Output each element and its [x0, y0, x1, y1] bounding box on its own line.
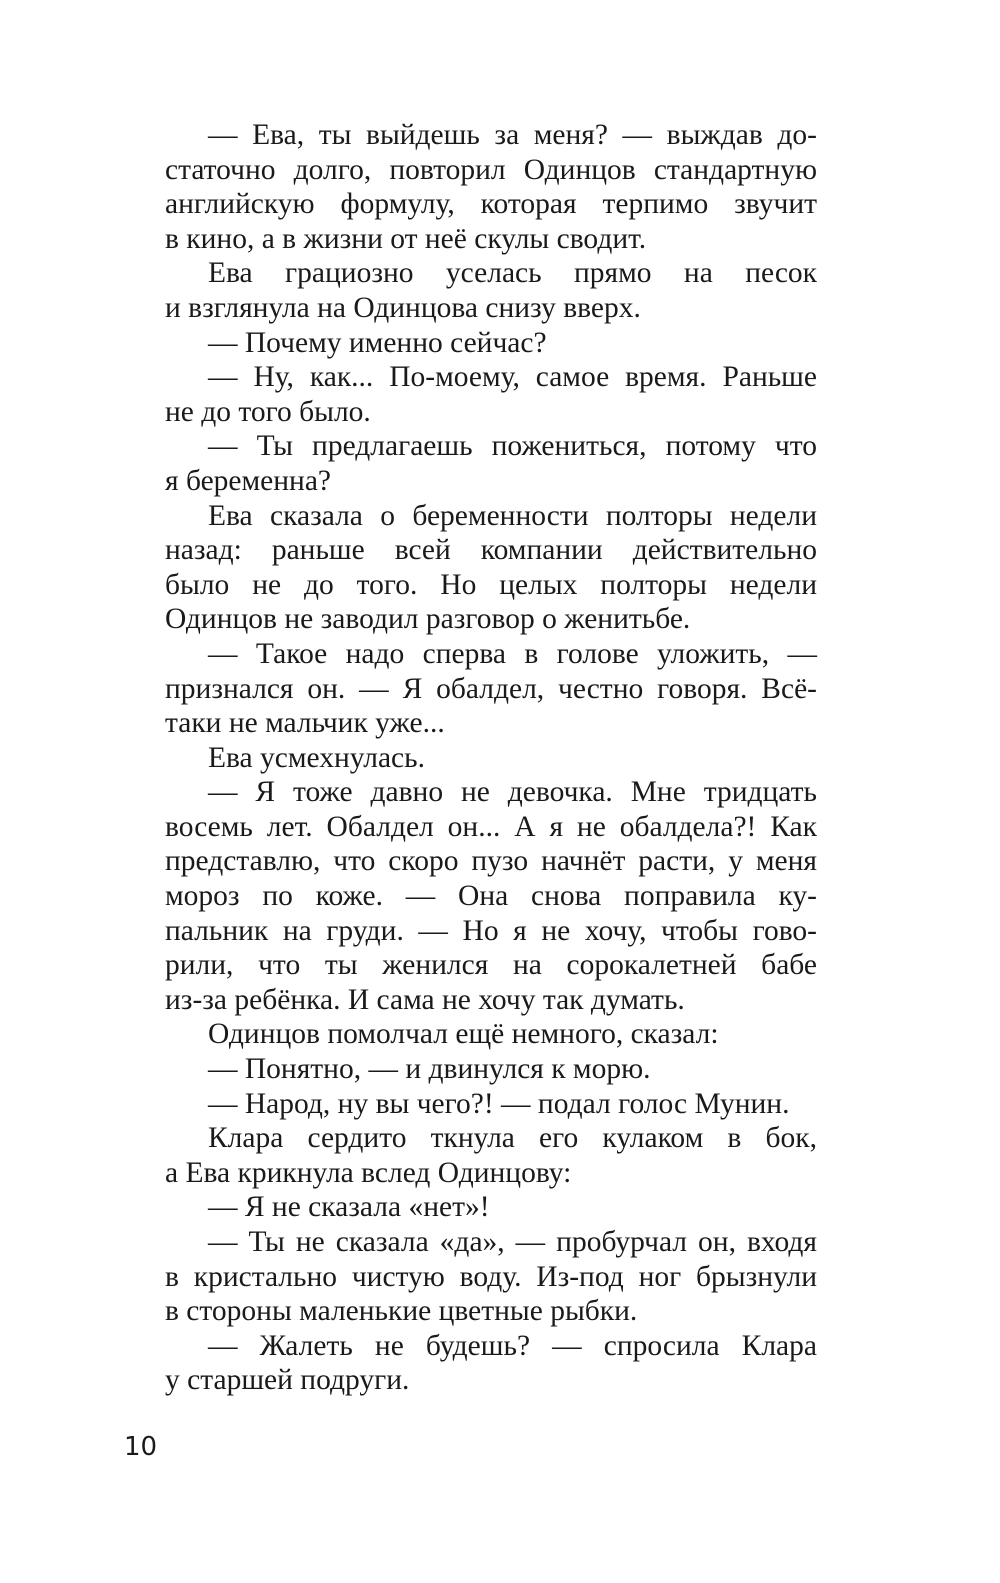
text-line: — Почему именно сейчас?: [208, 326, 547, 359]
text-line: признался он. — Я обалдел, честно говоря. Всё-: [165, 672, 817, 705]
text-line: рили, что ты женился на сорокалетней бабе: [165, 949, 817, 982]
text-line: было не до того. Но целых полторы недели: [165, 568, 817, 601]
text-line: назад: раньше всей компании действительно: [165, 534, 817, 567]
text-line: в кино, а в жизни от неё скулы сводит.: [165, 222, 647, 255]
text-line: таки не мальчик уже...: [165, 707, 445, 740]
text-line: — Я не сказала «нет»!: [208, 1191, 490, 1224]
text-line: — Ну, как... По-моему, самое время. Раньше: [208, 361, 817, 394]
text-line: Ева грациозно уселась прямо на песок: [208, 257, 817, 290]
text-line: — Я тоже давно не девочка. Мне тридцать: [208, 776, 817, 809]
text-line: пальник на груди. — Но я не хочу, чтобы гово-: [165, 914, 817, 947]
text-line: я беременна?: [165, 464, 332, 497]
text-line: Одинцов не заводил разговор о женитьбе.: [165, 603, 691, 636]
text-line: — Жалеть не будешь? — спросила Клара: [208, 1329, 817, 1362]
text-line: — Такое надо сперва в голове уложить, —: [208, 637, 817, 670]
page-number: 10: [124, 1432, 158, 1462]
text-line: не до того было.: [165, 395, 371, 428]
text-line: Клара сердито ткнула его кулаком в бок,: [208, 1122, 817, 1155]
text-line: восемь лет. Обалдел он... А я не обалдела?! Как: [165, 810, 817, 843]
text-line: а Ева крикнула вслед Одинцову:: [165, 1156, 572, 1189]
text-line: в кристально чистую воду. Из-под ног брызнули: [165, 1260, 817, 1293]
text-line: английскую формулу, которая терпимо звучит: [165, 188, 817, 221]
text-line: Одинцов помолчал ещё немного, сказал:: [208, 1018, 719, 1051]
text-line: у старшей подруги.: [165, 1364, 410, 1397]
text-line: статочно долго, повторил Одинцов стандартную: [165, 153, 817, 186]
text-line: мороз по коже. — Она снова поправила ку-: [165, 880, 817, 913]
text-line: — Понятно, — и двинулся к морю.: [208, 1053, 651, 1086]
text-line: и взглянула на Одинцова снизу вверх.: [165, 291, 641, 324]
text-line: из-за ребёнка. И сама не хочу так думать.: [165, 983, 685, 1016]
text-line: Ева усмехнулась.: [208, 741, 425, 774]
text-line: представлю, что скоро пузо начнёт расти, у меня: [165, 845, 817, 878]
text-line: в стороны маленькие цветные рыбки.: [165, 1295, 638, 1328]
body-text: [165, 118, 817, 1398]
text-line: Ева сказала о беременности полторы недели: [208, 499, 817, 532]
text-line: — Ты предлагаешь пожениться, потому что: [208, 430, 817, 463]
text-line: — Ты не сказала «да», — пробурчал он, входя: [208, 1226, 817, 1258]
text-line: — Ева, ты выйдешь за меня? — выждав до-: [208, 119, 817, 151]
text-line: — Народ, ну вы чего?! — подал голос Мунин.: [208, 1087, 790, 1120]
